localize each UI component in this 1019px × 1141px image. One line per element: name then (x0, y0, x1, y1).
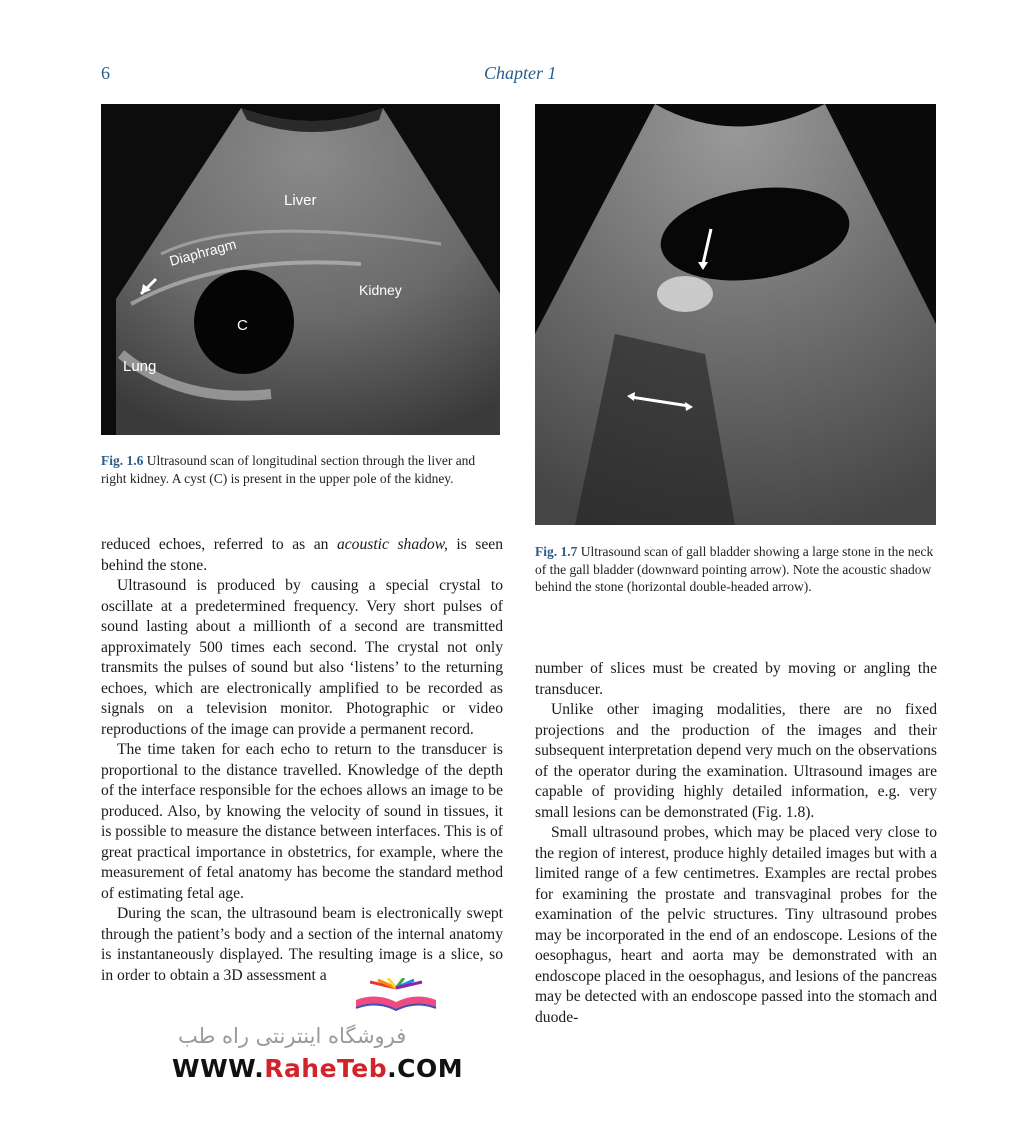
url-part: .COM (387, 1054, 464, 1083)
left-column (101, 535, 503, 986)
right-column (535, 659, 937, 1028)
paragraph: Unlike other imaging modalities, there are no fixed projections and the production of the images and their subsequent interpretation depend very much on the observations of the operator during the examination. Ultrasound images are capable of providing highly detailed information, e.g. very small lesions can be demonstrated (Fig. 1.8). (535, 701, 937, 821)
paragraph: During the scan, the ultrasound beam is electronically swept through the patient’s body and a section of the internal anatomy is instantaneously displayed. The resulting image is a slice, so in order to obtain a 3D assessment a (101, 905, 503, 984)
paragraph: The time taken for each echo to return to the transducer is proportional to the distance travelled. Knowledge of the depth of the interface responsible for the echoes allows an image to be produced. Also, by knowing the velocity of sound in tissues, it is possible to measure the distance between interfaces. This is of great practical importance in obstetrics, for example, where the measurement of fetal anatomy has become the standard method of estimating fetal age. (101, 741, 504, 902)
watermark-persian: فروشگاه اینترنتی راه طب (178, 1024, 407, 1048)
paragraph (101, 535, 503, 576)
label-kidney: Kidney (359, 282, 402, 298)
figure-1-6-caption-text: Ultrasound scan of longitudinal section through the liver and right kidney. A cyst (C) is present in the upper pole of the kidney. (101, 453, 476, 486)
url-part: RaheTeb (264, 1054, 388, 1083)
book-logo-icon (350, 978, 442, 1026)
label-lung: Lung (123, 358, 157, 375)
figure-1-6-caption (101, 452, 503, 487)
emphasis: acoustic shadow, (336, 536, 448, 553)
figure-1-7-label: Fig. 1.7 (535, 544, 578, 559)
watermark-url (172, 1054, 463, 1083)
figure-1-7-image (535, 104, 936, 525)
label-cyst: C (237, 317, 248, 334)
label-liver: Liver (284, 192, 317, 209)
text: is seen behind the stone. (101, 536, 504, 574)
figure-1-6-image (101, 104, 500, 435)
paragraph: number of slices must be created by moving or angling the transducer. (535, 660, 937, 698)
page-number: 6 (101, 63, 110, 83)
text: reduced echoes, referred to as an (101, 536, 337, 553)
figure-1-7-caption (535, 543, 937, 596)
paragraph: Small ultrasound probes, which may be placed very close to the region of interest, produce highly detailed images but with a limited range of a few centimetres. Examples are rectal probes for examining the prostate and transvaginal probes for the examination of the pelvic structures. Tiny ultrasound probes may be incorporated in the end of an endoscope. Lesions of the oesophagus, heart and aorta may be demonstrated with an endoscope placed in the oesophagus, and lesions of the pancreas may be detected with an endoscope passed into the stomach and duode- (535, 824, 937, 1026)
paragraph: Ultrasound is produced by causing a special crystal to oscillate at a predetermined frequency. Very short pulses of sound lasting about a millionth of a second are transmitted approximately 500 times each second. The crystal not only transmits the pulses of sound but also ‘listens’ to the returning echoes, which are electronically amplified to be recorded as signals on a television monitor. Photographic or video reproductions of the image can provide a permanent record. (101, 577, 503, 738)
running-header: Chapter 1 (484, 63, 557, 83)
figure-1-6-label: Fig. 1.6 (101, 453, 144, 468)
url-part: WWW. (172, 1054, 265, 1083)
ultrasound-gall-bladder (535, 104, 936, 525)
figure-1-7-caption-text: Ultrasound scan of gall bladder showing a large stone in the neck of the gall bladder (downward pointing arrow). Note the acoustic shadow behind the stone (horizontal double-headed arrow). (535, 544, 934, 594)
label-diaphragm: Diaphragm (167, 235, 238, 269)
ultrasound-liver-kidney (101, 104, 500, 435)
